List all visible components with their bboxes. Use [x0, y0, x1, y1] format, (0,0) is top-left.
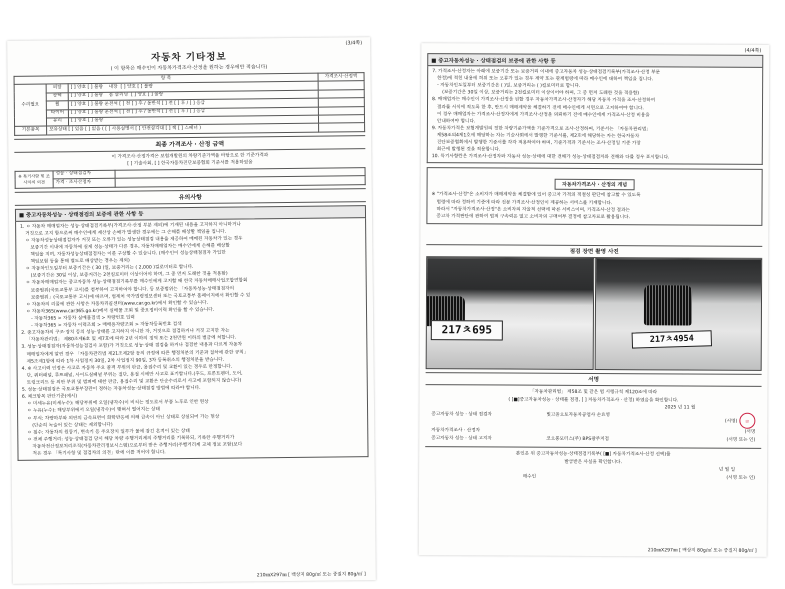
buyer-line: 발급받은 사실을 확인합니다. — [564, 459, 622, 465]
page-footer: 210㎜X297㎜ [ 백상지 80g/㎡ 또는 중질지 80g/㎡ ] — [256, 572, 366, 579]
notice-line: 6. 체크항목 판단기준(예시) — [21, 394, 78, 400]
row-part: 휠 — [46, 101, 68, 110]
repair-label: 수리필요 — [14, 84, 46, 126]
page-4 — [419, 43, 770, 557]
special-row-label: 성능 · 상태점검자 — [53, 170, 115, 179]
notice-line: (보증기간은 30일 이상, 보증거리는 2천킬로미터 이상이어야 하며, 그 중 먼저 도래한 것을 적용함) — [30, 271, 228, 280]
concept-line: 중고차 가격판단에 관하여 법적 구속력은 없고 소비자의 구매여부 결정에 참고자료로 활용됩니다. — [436, 213, 631, 220]
notice-line: 책임을 지며, 자동차성능상태점검자는 이를 구상할 수 있습니다. (매수인이 성능상태점검자 가입한 — [30, 250, 226, 258]
inspection-photo-left — [426, 257, 594, 370]
page-number: (4/4쪽) — [744, 47, 762, 54]
notice-body — [427, 66, 764, 165]
notice-line: 책임보험 등을 통해 별도로 배상받는 경우는 제외) — [30, 258, 130, 265]
notice-line: 제5조제1항에 따라 1차 사업정지 30일, 2차 사업정지 90일, 3차 등록취소의 행정처분을 받습니다. — [26, 357, 225, 365]
notice-line: 9. 자동차가격은 보험개발원의 정한 차량기준가액을 기준가격으로 조사·산정하며, 기준서는 「자동차관리법」 — [431, 126, 651, 133]
notice-line: 보증범위」(국토교통부 고시)에 따르며, 법제처 국가법령정보센터 또는 국토교통부 홈페이지에서 확인할 수 있 — [30, 293, 251, 301]
final-price-title: 최종 가격조사 · 산정 금액 — [14, 135, 365, 153]
notice-line: (단순히 녹슬어 있는 상태는 제외합니다) — [32, 422, 113, 429]
concept-box — [426, 168, 762, 226]
signer-role: 중고자동차 성능 · 상태 고지자 — [431, 436, 492, 442]
notice-line: (보증기간은 30일 이상, 보증거리는 2천킬로미터 이상이어야 하며, 그 중 먼저 도래한 것을 적용함) — [442, 90, 640, 97]
notice-line: 5. 성능·상태점검은 국토교통부장관이 정하는 자동차성능·상태점검 방법에 따라야 합니다. — [21, 386, 201, 393]
notice-line: 2. 중고자동차의 구조·장치 등의 성능·상태를 고지하지 아니한 자, 거짓으로 점검하거나 거짓 고지한 자는 — [21, 328, 230, 337]
page-title: 자동차 기타정보 — [151, 51, 227, 64]
row-options: [ ] 양호 [ ] 불량 — [68, 115, 318, 126]
notice-line: ㅇ 누유(누수): 해당부위에서 오일(냉각수)이 맺혀서 떨어지는 상태 — [27, 407, 160, 415]
notice-line: 제58조의4제1호에 해당하는 자는 기술사회에서 발행한 기준서를, 제2호에 해당하는 자는 한국자동차 — [436, 133, 640, 140]
basic-label: 기본품목 — [15, 126, 47, 135]
concept-title: 자동차가격조사 · 산정의 개념 — [555, 179, 634, 190]
final-price-line: [ ] 기술사회, [ ] 한국자동차진단보증협회 기준서를 적용하였음 — [127, 160, 253, 167]
notice-line: 1. ㅇ 자동차 매매업자는 성능·상태점검기록부(가격조사·산정 부분 제외)에 기재된 내용을 고지하지 아니하거나 — [20, 222, 241, 230]
signature-row — [431, 435, 755, 444]
table-head-price: 가격조사·산정액 — [318, 73, 364, 82]
inspection-photos — [426, 257, 763, 371]
price-cell — [319, 123, 365, 132]
notice-body — [15, 218, 368, 461]
notice-line: ㅇ 전체 주행거리: 성능·상태점검 당시 해당 차량 주행거리계의 주행거리를 기록하되, 기록한 주행거리가 — [27, 435, 235, 443]
notice-line: 보증기간 이내에 자동차에 실제 성능·상태가 다른 경우, 자동차매매업자는 매수인에게 손해를 배상할 — [30, 243, 230, 251]
inspection-table — [14, 72, 366, 135]
row-options: [ ] 양호 [ ] 불량 운전석 [ ] 전 [ ] 후 / 동반석 [ ] 전 [ ] 후 / [ ] 응급 — [68, 98, 318, 109]
notice-line: ㅇ 미세누유(미세누수): 해당부위에 오일(냉각수)이 비치는 정도로서 부품 노후로 인한 현상 — [26, 400, 209, 408]
notice-line: ㅇ 침수: 자동차의 원동기, 변속기 등 주요장치 일부가 물에 잠긴 흔적이 있는 상태 — [27, 428, 190, 436]
signer-name: 코오롱모터스(주) BPS광주지점 — [546, 436, 609, 443]
basic-options: 보유상태 [ ] 있음 [ ] 없음 ( [ ] 사용설명서 [ ] 안전삼각대 [ ] 잭 [ ] 스패너 ) — [47, 123, 319, 134]
buyer-date: 년 월 일 — [718, 468, 736, 474]
sign-mark: (서명) — [724, 419, 738, 425]
photo-section-title: 점검 장면 촬영 사진 — [426, 244, 762, 259]
concept-line: ※ "가격조사·산정"은 소비자가 매매계약을 체결함에 있어 중고차 가격의 적절성 판단에 참고할 수 있도록 — [431, 192, 641, 199]
page-number: (3/4쪽) — [345, 40, 363, 47]
special-notes-table — [15, 167, 366, 188]
notice-line: 10. 특기사항란은 가격조사·산정자와 자동차 성능·상태에 대한 견해가 성능·상태점검자와 견해와 다를 경우 표시합니다. — [431, 154, 670, 161]
page-3 — [7, 37, 376, 584]
notice-line: 결과를 서식에 적도록 한 후, 반드시 매매계약을 체결하기 전에 매수인에게 서면으로 고지하여야 합니다. — [436, 104, 644, 111]
notice-line: ㅇ 자동차성능상태점검자가 거짓 또는 오류가 있는 성능상태점검 내용을 제공하여 매매된 자동차가 있는 경우 — [25, 236, 243, 244]
seal-stamp-icon: 印 — [739, 413, 755, 429]
signature-block — [425, 385, 761, 448]
buyer-sign: (서명 또는 인) — [726, 475, 756, 482]
caution-title: 유의사항 — [15, 188, 366, 206]
grille-image — [643, 285, 691, 325]
notice-line: ㅇ 자동차인도일부터 보증기간은 ( 30 )일, 보증거리는 ( 2,000 )킬로미터로 합니다. — [25, 265, 194, 272]
signer-name: 빛고을오토자동차공업사 손효영 — [546, 413, 611, 419]
notice-line: 트렁크리드 등 외판 부위 및 범퍼에 대한 판금, 용접수리 및 교환은 단순수리로서 사고에 포함되지 않습니다) — [26, 378, 242, 386]
signer-role: 중고자동차 성능 · 상태 점검자 — [431, 412, 492, 418]
notice-line: 적은 경우 「특기사항 및 점검자의 의견」란에 이를 적어야 합니다. — [32, 450, 166, 457]
notice-line: 3. 성능·상태점검자(자동차성능점검사 포함)가 거짓으로 성능·상태 점검을 하거나 점검한 내용과 다르게 자동차 — [21, 342, 243, 351]
notice-line: - 자동차365 > 자동차 실매물검색 > 차량번호 입력 — [31, 315, 135, 322]
row-options: [ ] 양호 [ ] 불량 운전석 [ ] 전 [ ] 후 / 동반석 [ ] 전 [ ] 후 / [ ] 응급 — [68, 107, 318, 118]
row-options: [ ] 양호 [ ] 불량 룸 클리닝 [ ] 양호 [ ] 불량 — [68, 90, 318, 101]
page-subtitle: ( 이 항목은 매수인이 자동차가격조사·산정을 원하는 경우에만 적습니다) — [110, 64, 268, 72]
table-head: 항 목 — [14, 73, 318, 85]
notice-line: 4. ※ 사고이력 인정은 사고로 자동차 주요 골격 부위의 판금, 용접수리 및 교환이 있는 경우로 한정합니다. — [21, 364, 233, 372]
notice-line: 보증범위(국토교통부 고시)를 첨부하여 고지하여야 합니다. 등 보증범위는 「자동차성능·상태점검자의 — [30, 286, 235, 294]
notice-line: ㅇ 부식: 차량하부와 외판의 금속표면이 화학반응에 의해 금속이 아닌 상태로 상실되어 가는 현상 — [27, 414, 220, 422]
concept-line: 따라서 "자동차가격조사·산정"은 소비자의 자율적 선택에 따른 서비스이며, 가격조사·산정 결과는 — [436, 206, 630, 213]
inspection-photo-right — [594, 258, 762, 371]
final-price-line: 이 가격조사·산정가격은 보험개발원의 차량기준가액을 바탕으로 한 기준가격과 — [111, 152, 269, 160]
notice-line: ㅇ 자동차365(www.car365.go.kr)에서 실매물 조회 및 중요정비이력 확인을 할 수 있습니다. — [25, 307, 215, 315]
notice-line: 「자동차관리법」 제80조제6호 및 제7호에 따라 2년 이하의 징역 또는 2천만원 이하의 벌금에 처합니다. — [26, 335, 237, 344]
notice-line: - 자동차인도일부터 보증기간은 ( )일, 보증거리는 ( )킬로미터로 합니다. — [437, 83, 581, 90]
notice-heading: ■ 중고자동차성능 · 상태점검의 보증에 관한 사항 등 — [15, 205, 366, 222]
notice-heading: ■ 중고자동차성능 · 상태점검의 보증에 관한 사항 등 — [427, 53, 763, 68]
row-part: 타이어 — [46, 109, 68, 118]
special-label: ※ 특기사항 및 조사자의 의견 — [15, 171, 53, 188]
row-part: 외장 — [46, 84, 68, 93]
row-part: 광택 — [46, 93, 68, 102]
buyer-label: 매수인 — [522, 474, 537, 480]
signer-role: 자동차가격조사 · 산정자 — [431, 428, 481, 434]
notice-line: ㅇ 자동차매매업자는 중고자동차 성능·상태점검기록부를 매수인에게 고지할 때 한국 자동차매매사업조합연합회 — [25, 278, 248, 287]
notice-line: 이 경우 매매업자는 가격조사·산정자에게 가격조사·산정을 의뢰하기 전에 매수인에게 가격조사·산정 비용을 — [436, 111, 650, 118]
row-part: 유리 — [46, 118, 68, 127]
notice-line: 거짓으로 고지 함으로써 매수인에게 재산상 손해가 발생한 경우에는 그 손해를 배상할 책임을 집니다. — [25, 229, 227, 237]
signature-line: 「자동차관리법」 제58조 및 같은 법 시행규칙 제120조에 따라 — [529, 389, 658, 396]
notice-line: 최근에 발행된 것을 적용합니다. — [436, 147, 501, 153]
sign-mark: (서명 또는 인) — [726, 437, 756, 443]
license-plate: 217ㅊ4954 — [631, 330, 711, 348]
notice-line: 한정)에 적힌 내용에 허위 또는 오류가 있는 경우 계약 또는 관계법령에 따라 매수인에 대하여 책임을 집니다. — [437, 76, 654, 83]
license-plate: 217ㅊ695 — [431, 320, 503, 340]
notice-line: 매매업자에게 알린 경우 「자동차관리법 제21조제2항 등의 규정에 따른 행정처분의 기준과 절차에 관한 규칙」 — [26, 349, 249, 358]
signature-title: 서명 — [426, 372, 762, 387]
concept-line: 법령에 따라 정하여 기준에 따라 전문 가격조사·산정인이 제공하는 서비스를 기재합니다. — [436, 199, 613, 206]
signature-line: ( [■]중고자동차성능 · 상태를 점검, [ ] 자동차가격조사 · 산정) 하였음을 확인합니다. — [508, 397, 679, 404]
notice-line: 자동차전산정보처리조직(자동차관리정보시스템)으로부터 받은 주행거리(주행거리계 교체 정보 포함)보다 — [32, 442, 243, 450]
notice-line: 8. 매매업자는 매수인이 가격조사·산정을 원할 경우 자동차가격조사·산정자가 해당 자동차 가격을 조사·산정하여 — [432, 97, 656, 104]
signature-date: 2025 년 11 월 — [664, 405, 696, 411]
notice-line: ㅇ 자동차의 리콜에 관한 사항은 자동차리콜센터(www.car.go.kr)에서 확인할 수 있습니다. — [25, 300, 209, 308]
notice-line: 안내하여야 합니다. — [436, 118, 476, 125]
notice-line: - 자동차365 > 자동차 이력조회 > 매매용자량조회 > 자동차등록번호 검색 — [31, 322, 182, 329]
special-row-label: 가격 · 조사산정자 — [53, 179, 115, 188]
special-row-value — [115, 176, 365, 187]
row-options: [ ] 양호 [ ] 불량 내장 [ ] 양호 [ ] 불량 — [68, 82, 318, 93]
signature-row — [431, 411, 755, 429]
page-footer: 210㎜X297㎜ [ 백상지 80g/㎡ 또는 중질지 80g/㎡ ] — [647, 548, 757, 554]
notice-line: 단, 쿼터패널, 루프패널, 사이드실패널 부위는 절단, 용접 시에만 사고로 표기합니다.(후드, 프론트펜더, 도어, — [26, 371, 243, 379]
notice-line: 7. 가격조사·산정자는 아래에 보증기간 또는 보증거리 이내에 중고자동차 성능·상태점검기록부(가격조사·산정 부문 — [432, 69, 661, 76]
notice-line: 진단보증협회에서 발행한 기준서를 각각 적용하여야 하며, 기준가격과 기준서는 조사·산정일 기준 가장 — [436, 140, 641, 147]
buyer-block — [425, 447, 761, 486]
buyer-line: 본인은 위 중고자동차성능·상태점검기록부( [■] 자동차가격조사·산정 선택)를 — [515, 451, 671, 458]
sign-mark: (서명 — [744, 430, 756, 436]
